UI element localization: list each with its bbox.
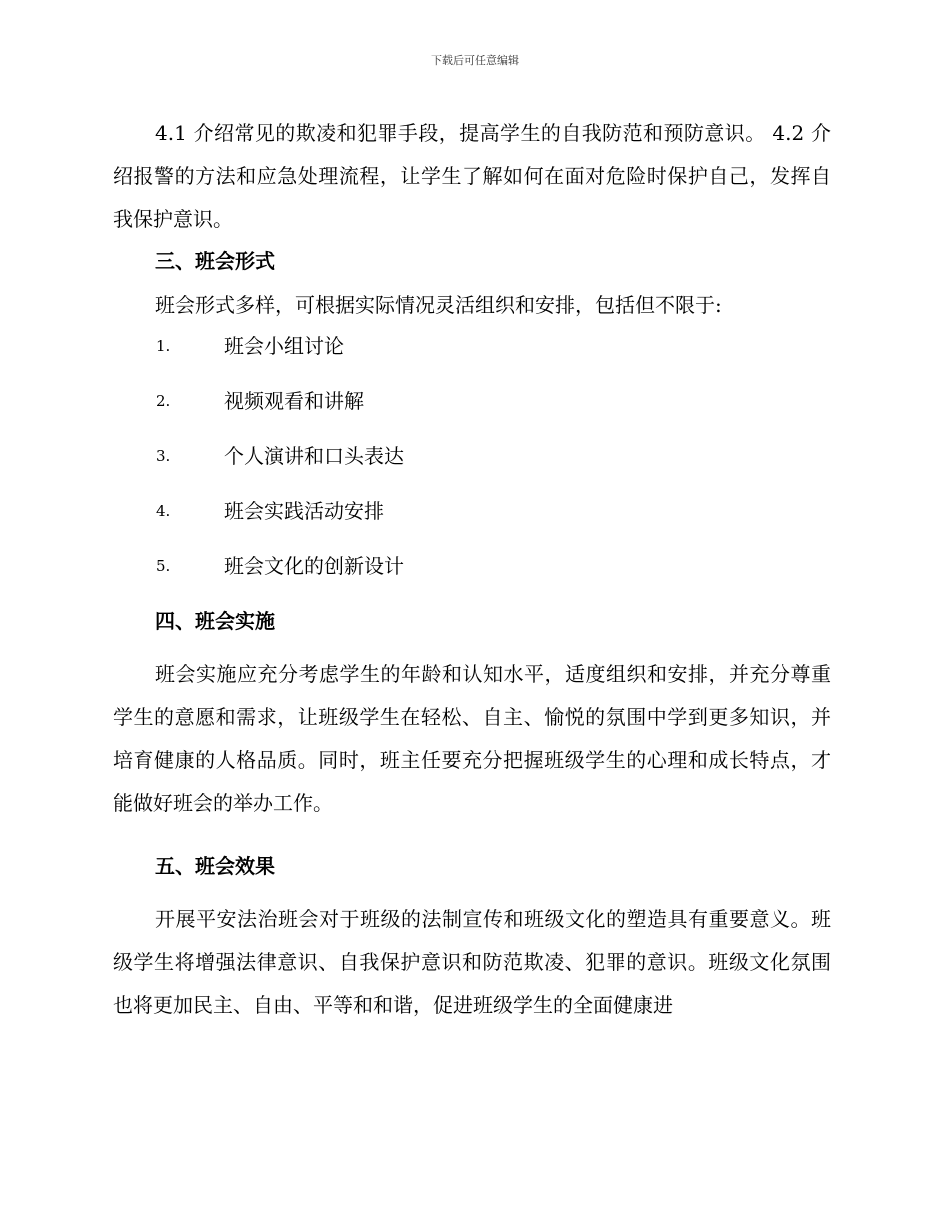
list-item-number: 5.: [156, 557, 171, 575]
section-heading-effect: 五、班会效果: [155, 854, 275, 878]
list-item-text: 班会文化的创新设计: [224, 554, 404, 578]
intro-paragraph: 4.1 介绍常见的欺凌和犯罪手段，提高学生的自我防范和预防意识。 4.2 介绍报警的方法和应急处理流程，让学生了解如何在面对危险时保护自己，发挥自我保护意识。: [113, 121, 831, 231]
list-item-text: 班会实践活动安排: [224, 499, 384, 523]
list-item: [113, 441, 831, 471]
list-item: [113, 551, 831, 581]
list-item-text: 视频观看和讲解: [224, 389, 364, 413]
list-item-number: 4.: [156, 502, 171, 520]
document-body: [113, 112, 831, 1027]
list-item-number: 3.: [156, 447, 171, 465]
list-item-number: 1.: [156, 337, 171, 355]
page-header: 下载后可任意编辑: [431, 54, 519, 67]
form-paragraph: 班会形式多样，可根据实际情况灵活组织和安排，包括但不限于:: [155, 293, 722, 317]
list-item-text: 个人演讲和口头表达: [224, 444, 404, 468]
list-item: [113, 331, 831, 361]
section-heading-implementation: 四、班会实施: [155, 609, 275, 633]
section-heading-form: 三、班会形式: [155, 249, 275, 273]
list-item-number: 2.: [156, 392, 171, 410]
list-item: [113, 496, 831, 526]
form-list: [113, 331, 831, 581]
list-item-text: 班会小组讨论: [224, 334, 344, 358]
list-item: [113, 386, 831, 416]
implementation-paragraph: 班会实施应充分考虑学生的年龄和认知水平，适度组织和安排，并充分尊重学生的意愿和需求，让班级学生在轻松、自主、愉悦的氛围中学到更多知识，并培育健康的人格品质。同时，班主任要充分把握班级学生的心理和成长特点，才能做好班会的举办工作。: [113, 662, 831, 815]
effect-paragraph: 开展平安法治班会对于班级的法制宣传和班级文化的塑造具有重要意义。班级学生将增强法律意识、自我保护意识和防范欺凌、犯罪的意识。班级文化氛围也将更加民主、自由、平等和和谐，促进班级学生的全面健康进: [113, 907, 831, 1017]
